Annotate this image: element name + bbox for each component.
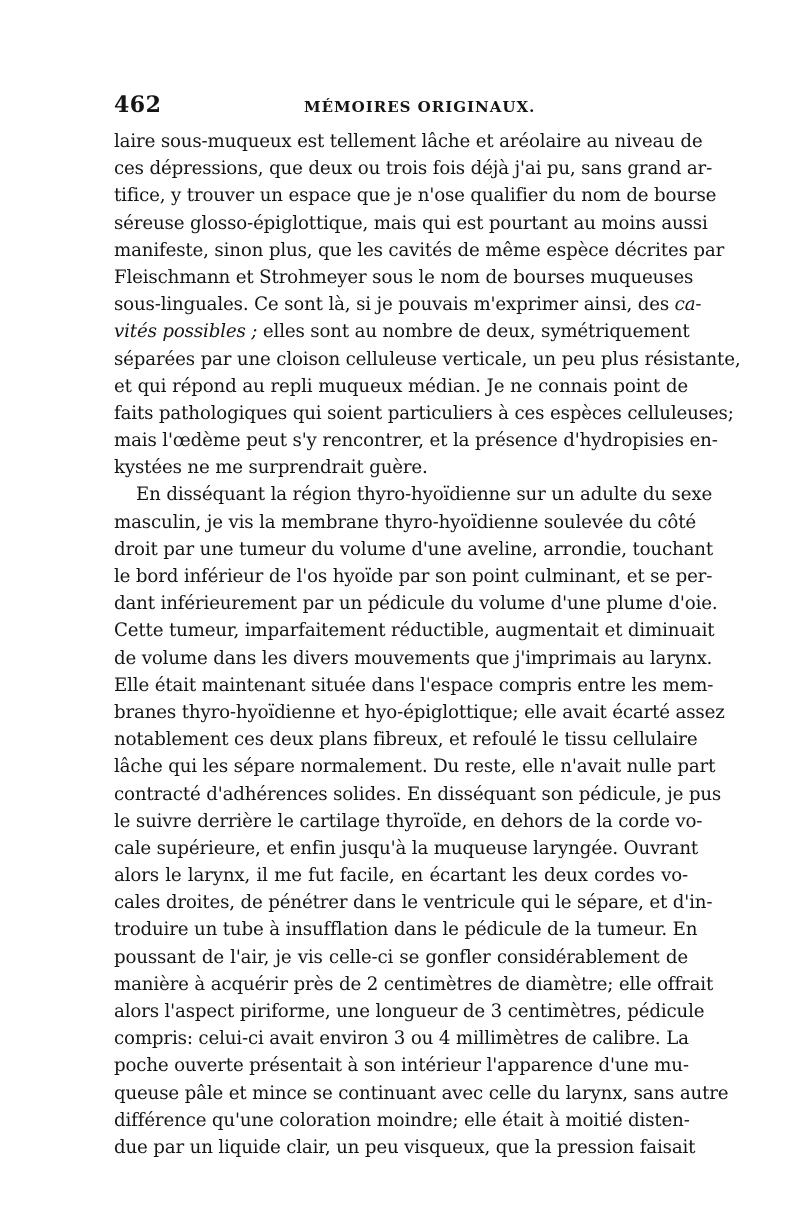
text-line: différence qu'une coloration moindre; elle était à moitié disten- xyxy=(114,1109,690,1131)
running-head: MÉMOIRES ORIGINAUX. xyxy=(304,98,536,116)
text-line: faits pathologiques qui soient particuliers à ces espèces celluleuses; xyxy=(114,402,734,424)
text-line: cale supérieure, et enfin jusqu'à la muqueuse laryngée. Ouvrant xyxy=(114,837,699,859)
text-line xyxy=(114,318,688,345)
body-text xyxy=(114,128,741,1161)
text-line: cales droites, de pénétrer dans le ventricule qui le sépare, et d'in- xyxy=(114,892,713,914)
text-line: kystées ne me surprendrait guère. xyxy=(114,457,428,479)
page-header xyxy=(114,92,688,126)
text-line: dant inférieurement par un pédicule du volume d'une plume d'oie. xyxy=(114,593,718,615)
text-line: poche ouverte présentait à son intérieur l'apparence d'une mu- xyxy=(114,1055,689,1077)
text-line: contracté d'adhérences solides. En disséquant son pédicule, je pus xyxy=(114,783,722,805)
text-line: masculin, je vis la membrane thyro-hyoïdienne soulevée du côté xyxy=(114,511,696,533)
text-line: ces dépressions, que deux ou trois fois déjà j'ai pu, sans grand ar- xyxy=(114,158,713,180)
italic-text: vités possibles ; xyxy=(114,321,258,343)
page-number: 462 xyxy=(114,92,162,118)
text-line: droit par une tumeur du volume d'une aveline, arrondie, touchant xyxy=(114,538,714,560)
text-line: mais l'œdème peut s'y rencontrer, et la présence d'hydropisies en- xyxy=(114,430,718,452)
text-line: et qui répond au repli muqueux médian. Je ne connais point de xyxy=(114,375,688,397)
text-line: le suivre derrière le cartilage thyroïde, en dehors de la corde vo- xyxy=(114,810,703,832)
text-line: lâche qui les sépare normalement. Du reste, elle n'avait nulle part xyxy=(114,756,716,778)
text-line: alors le larynx, il me fut facile, en écartant les deux cordes vo- xyxy=(114,865,688,887)
text-line: séreuse glosso-épiglottique, mais qui est pourtant au moins aussi xyxy=(114,212,708,234)
text-line: branes thyro-hyoïdienne et hyo-épiglottique; elle avait écarté assez xyxy=(114,701,725,723)
text-line: Elle était maintenant située dans l'espace compris entre les mem- xyxy=(114,674,714,696)
text-line: tifice, y trouver un espace que je n'ose qualifier du nom de bourse xyxy=(114,185,717,207)
text-line: due par un liquide clair, un peu visqueux, que la pression faisait xyxy=(114,1136,696,1158)
text-line: Cette tumeur, imparfaitement réductible, augmentait et diminuait xyxy=(114,620,715,642)
text-line: Fleischmann et Strohmeyer sous le nom de bourses muqueuses xyxy=(114,266,694,288)
text-line-part: elles sont au nombre de deux, symétriquement xyxy=(257,321,690,343)
paragraph-start-line: En disséquant la région thyro-hyoïdienne sur un adulte du sexe xyxy=(136,484,713,506)
text-line: laire sous-muqueux est tellement lâche et aréolaire au niveau de xyxy=(114,131,703,152)
text-line: notablement ces deux plans fibreux, et refoulé le tissu cellulaire xyxy=(114,729,698,751)
text-line: séparées par une cloison celluleuse verticale, un peu plus résistante, xyxy=(114,348,741,370)
text-line xyxy=(114,291,702,318)
text-line: manifeste, sinon plus, que les cavités de même espèce décrites par xyxy=(114,239,725,261)
italic-text: ca- xyxy=(674,294,702,316)
text-line: troduire un tube à insufflation dans le pédicule de la tumeur. En xyxy=(114,919,698,941)
text-line: le bord inférieur de l'os hyoïde par son point culminant, et se per- xyxy=(114,566,713,587)
text-line: manière à acquérir près de 2 centimètres de diamètre; elle offrait xyxy=(114,973,714,995)
text-line: queuse pâle et mince se continuant avec celle du larynx, sans autre xyxy=(114,1082,729,1104)
text-line: alors l'aspect piriforme, une longueur de 3 centimètres, pédicule xyxy=(114,1001,705,1022)
text-line: de volume dans les divers mouvements que j'imprimais au larynx. xyxy=(114,647,713,669)
text-line-part: sous-linguales. Ce sont là, si je pouvais m'exprimer ainsi, des xyxy=(114,294,670,316)
text-line: poussant de l'air, je vis celle-ci se gonfler considérablement de xyxy=(114,946,688,968)
document-page xyxy=(114,92,741,1192)
text-line: compris: celui-ci avait environ 3 ou 4 millimètres de calibre. La xyxy=(114,1028,689,1050)
